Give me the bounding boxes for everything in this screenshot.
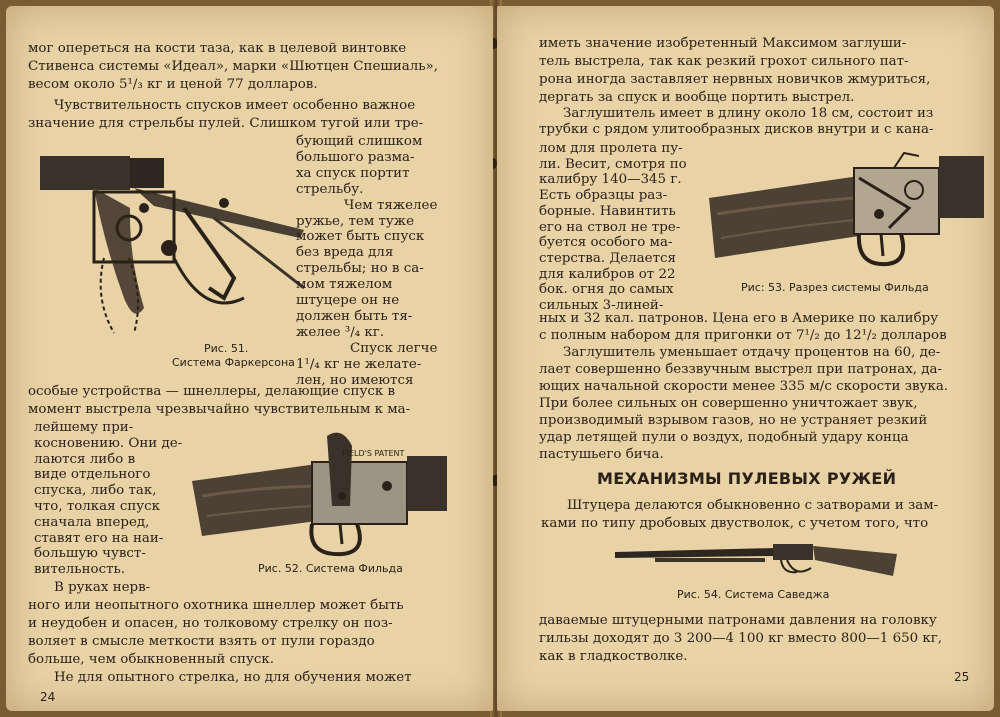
figure-52-field-rifle <box>192 426 447 561</box>
figure-54-savage-rifle <box>615 534 897 582</box>
right-page <box>497 6 994 711</box>
text-line: Штуцера делаются обыкновенно с затворами и зам- <box>567 498 939 513</box>
section-heading: МЕХАНИЗМЫ ПУЛЕВЫХ РУЖЕЙ <box>597 469 897 488</box>
text-line: большую чувст- <box>34 546 146 562</box>
text-line: сильных 3-линей- <box>539 298 664 313</box>
text-line: ставят его на наи- <box>34 530 164 546</box>
text-line: штуцере он не <box>296 293 400 308</box>
text-line: с полным набором для пригонки от 7¹/₂ до 12¹/₂ долларов <box>539 328 947 343</box>
text-line: даваемые штуцерными патронами давления на головку <box>539 613 937 628</box>
text-line: стрельбы; но в са- <box>296 261 424 277</box>
text-line: При более сильных он совершенно уничтожает звук, <box>539 396 918 411</box>
text-line: Заглушитель уменьшает отдачу процентов на 60, де- <box>563 345 941 360</box>
text-line: вительность. <box>34 562 126 578</box>
text-line: лает совершенно беззвучным выстрел при патронах, да- <box>539 362 943 377</box>
text-line: В руках нерв- <box>54 580 151 595</box>
text-line: ружье, тем туже <box>296 213 415 229</box>
text-line: лаются либо в <box>34 451 136 467</box>
text-line: мог опереться на кости таза, как в целевой винтовке <box>28 41 407 56</box>
figure-52-caption: Рис. 52. Система Фильда <box>258 562 403 575</box>
figure-51-farquharson-action <box>34 148 314 338</box>
text-line: калибру 140—345 г. <box>539 172 682 188</box>
text-line: лом для пролета пу- <box>539 141 683 156</box>
figure-53-field-section <box>709 148 984 273</box>
text-line: трубки с рядом улитообразных дисков внутри и с кана- <box>539 122 934 137</box>
text-line: косновению. Они де- <box>34 435 183 451</box>
text-line: тель выстрела, так как резкий грохот сильного пат- <box>539 54 909 69</box>
text-line: Чем тяжелее <box>344 197 438 213</box>
text-line: мом тяжелом <box>296 277 393 293</box>
text-line: 1¹/₄ кг не желате- <box>296 356 422 372</box>
text-line: виде отдельного <box>34 467 151 483</box>
figure-53-caption: Рис: 53. Разрез системы Фильда <box>741 281 929 294</box>
page-number: 24 <box>40 690 56 704</box>
text-line: весом около 5¹/₃ кг и ценой 77 долларов. <box>28 77 318 92</box>
text-line: буется особого ма- <box>539 235 673 251</box>
text-line: воляет в смысле меткости взять от пули гораздо <box>28 634 375 649</box>
text-line: особые устройства — шнеллеры, делающие спуск в <box>28 384 396 399</box>
text-line: может быть спуск <box>296 229 425 245</box>
figure-52-stamp: FIELD'S PATENT <box>342 449 405 458</box>
text-line: большого разма- <box>296 149 415 165</box>
text-line: как в гладкостволке. <box>539 649 688 664</box>
text-line: желее ³/₄ кг. <box>296 324 385 340</box>
text-line: Не для опытного стрелка, но для обучения может <box>54 670 412 685</box>
text-line: ли. Весит, смотря по <box>539 156 687 172</box>
figure-51-caption: Система Фаркерсона <box>172 356 295 369</box>
text-line: рона иногда заставляет нервных новичков жмуриться, <box>539 72 931 87</box>
text-line: Спуск легче <box>350 340 438 356</box>
text-line: ха спуск портит <box>296 165 410 181</box>
text-line: пастушьего бича. <box>539 447 664 462</box>
text-line: что, толкая спуск <box>34 499 161 514</box>
figure-51-caption: Рис. 51. <box>204 342 249 355</box>
figure-54-caption: Рис. 54. Система Саведжа <box>677 588 830 601</box>
text-line: спуска, либо так, <box>34 483 157 499</box>
text-line: стерства. Делается <box>539 250 676 266</box>
text-line: лен, но имеются <box>296 372 414 388</box>
left-page <box>6 6 493 711</box>
text-line: удар летящей пули о воздух, подобный удару конца <box>539 430 909 445</box>
text-line: его на ствол не тре- <box>539 219 681 235</box>
text-line: должен быть тя- <box>296 308 413 324</box>
text-line: Чувствительность спусков имеет особенно важное <box>54 98 416 113</box>
text-line: гильзы доходят до 3 200—4 100 кг вместо 800—1 650 кг, <box>539 631 943 646</box>
text-line: ками по типу дробовых двустволок, с учетом того, что <box>541 516 929 531</box>
text-line: без вреда для <box>296 245 394 261</box>
text-line: ных и 32 кал. патронов. Цена его в Америке по калибру <box>539 311 939 326</box>
text-line: иметь значение изобретенный Максимом заглуши- <box>539 36 907 51</box>
text-line: Заглушитель имеет в длину около 18 см, состоит из <box>563 106 934 121</box>
text-line: момент выстрела чрезвычайно чувствительным к ма- <box>28 402 411 417</box>
text-line: для калибров от 22 <box>539 266 676 282</box>
text-line: бок. огня до самых <box>539 282 674 298</box>
text-line: бующий слишком <box>296 134 423 149</box>
text-line: Есть образцы раз- <box>539 188 668 204</box>
text-line: лейшему при- <box>34 420 134 435</box>
page-number: 25 <box>954 670 970 684</box>
text-line: сначала вперед, <box>34 514 150 530</box>
text-line: больше, чем обыкновенный спуск. <box>28 652 274 667</box>
text-line: ного или неопытного охотника шнеллер может быть <box>28 598 404 613</box>
text-line: производимый взрывом газов, но не устраняет резкий <box>539 413 928 428</box>
text-line: стрельбу. <box>296 181 364 197</box>
text-line: ющих начальной скорости менее 335 м/с скорости звука. <box>539 379 949 394</box>
text-line: борные. Навинтить <box>539 203 676 219</box>
text-line: Стивенса системы «Идеал», марки «Шютцен Спешиаль», <box>28 59 439 74</box>
text-line: дергать за спуск и вообще портить выстрел. <box>539 90 855 105</box>
text-line: и неудобен и опасен, но толковому стрелку он поз- <box>28 616 393 631</box>
text-line: значение для стрельбы пулей. Слишком тугой или тре- <box>28 116 424 131</box>
